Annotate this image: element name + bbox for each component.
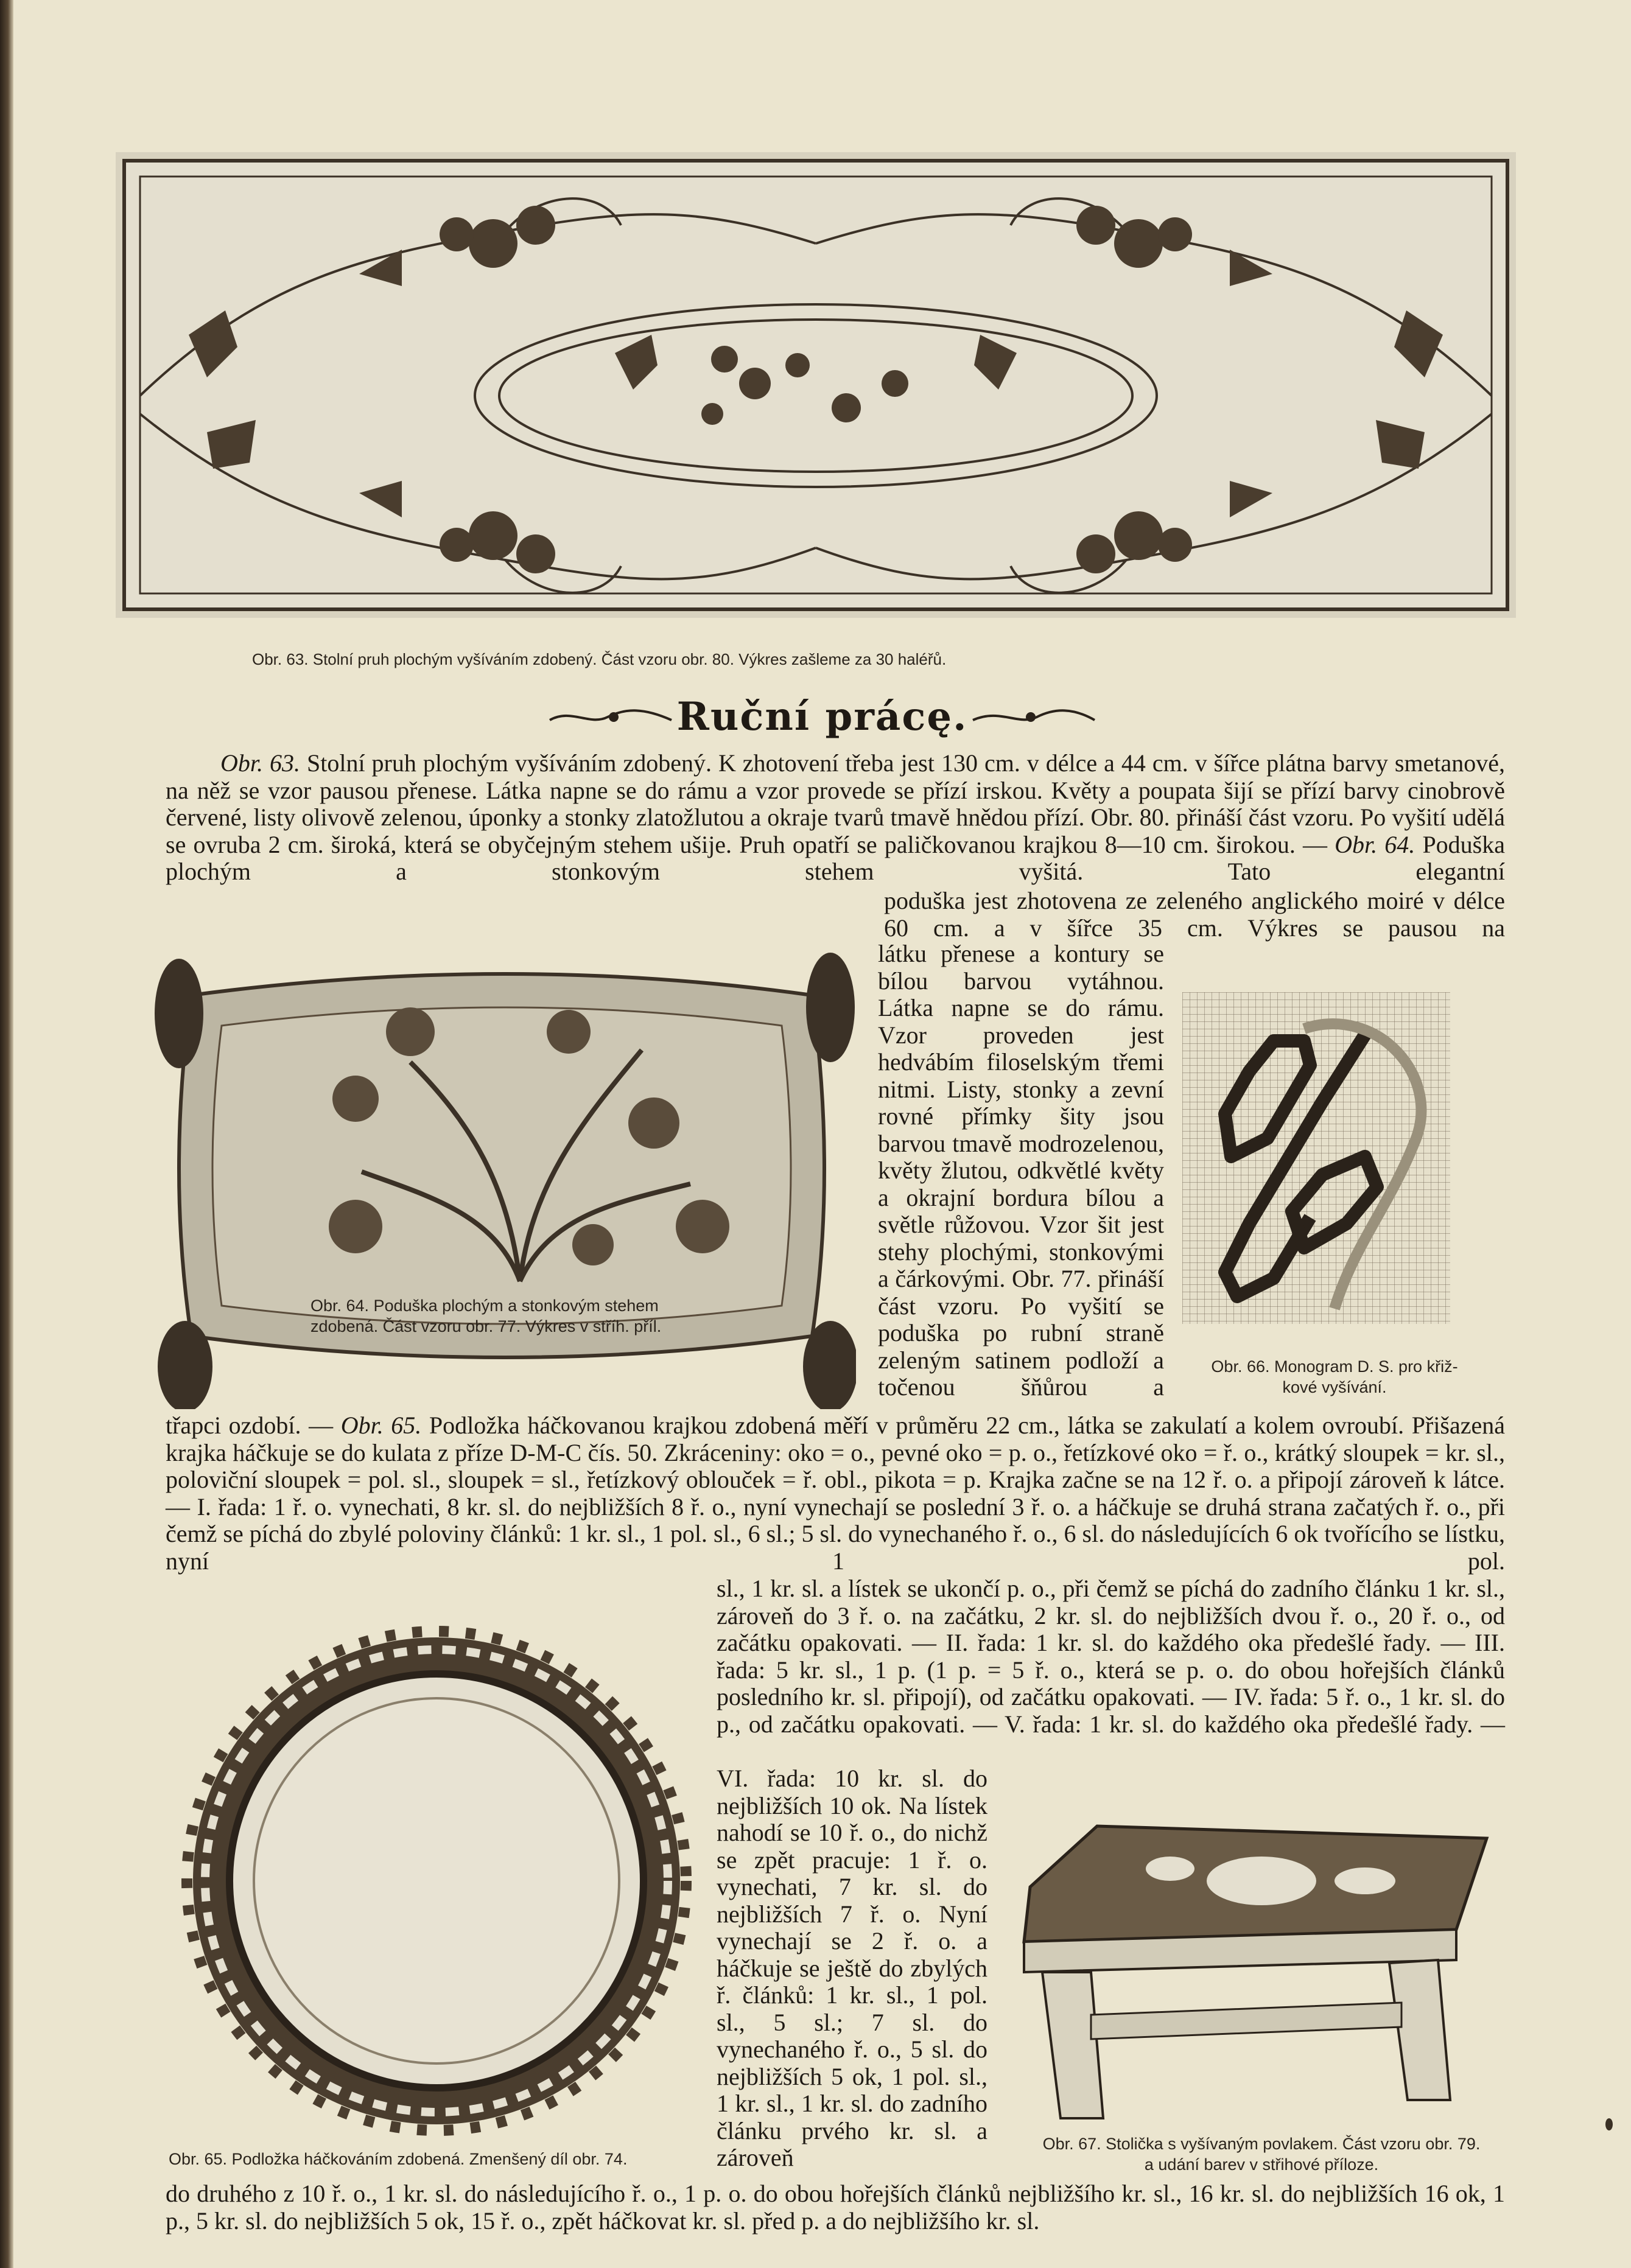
monogram-figure [1182,992,1450,1324]
paragraph-obr-64-full: poduška jest zhotovena ze zeleného anglického moiré v délce 60 cm. a v šířce 35 cm. Výkres se pausou na [884,887,1505,942]
magazine-page [13,0,1631,2268]
caption-obr-63: Obr. 63. Stolní pruh plochým vyšíváním zdobený. Část vzoru obr. 80. Výkres zašleme za 30 haléřů. [252,650,947,668]
book-spine-edge [0,0,13,2268]
paragraph-crochet-row-six: VI. řada: 10 kr. sl. do nejbližších 10 ok. Na lístek nahodí se 10 ř. o., do nichž se zpět pracuje: 1 ř. o. vynechati, 7 kr. sl. do nejbližších 7 ř. o. Nyní vynechají se 2 ř. o. a háčkuje se ještě do zbylých ř. článků: 1 kr. sl., 1 pol. sl., 5 sl.; 7 sl. do vynechaného ř. o., 5 sl. do nejbližších 5 ok, 1 pol. sl., 1 kr. sl., 1 kr. sl. do zadního článku prvého kr. sl. a zároveň [717,1765,987,2171]
caption-obr-67: Obr. 67. Stolička s vyšívaným povlakem. Část vzoru obr. 79. a udání barev v střihové příloze. [1042,2135,1481,2174]
table-runner-figure [116,152,1516,618]
page-speck [1605,2118,1613,2130]
caption-obr-65: Obr. 65. Podložka háčkováním zdobená. Zmenšený díl obr. 74. [169,2150,628,2168]
paragraph-obr-63 [166,750,1505,886]
stool-figure [987,1814,1505,2130]
paragraph-obr-65-start: třapci ozdobí. — [166,1412,334,1439]
doily-illustration [178,1622,695,2140]
pillow-figure [155,940,856,1409]
stool-illustration [987,1814,1505,2130]
caption-obr-66: Obr. 66. Monogram D. S. pro křiž- kové vyšívání. [1211,1357,1458,1396]
paragraph-obr-64-narrow: látku přenese a kontury se bílou barvou vytáhnou. Látka napne se do rámu. Vzor proveden jest hedvábím filoselským třemi nitmi. Listy, stonky a zevní rovné přímky šity jsou barvou tmavě modrozelenou, květy žlutou, odkvětlé květy a okrajní bordura bílou a světle růžovou. Vzor šit jest stehy plochými, stonkovými a čárkovými. Obr. 77. přináší část vzoru. Po vyšití se poduška po rubní straně zeleným satinem podloží a točenou šňůrou a [878,940,1164,1401]
figure-ref-64: Obr. 64. [1335,830,1415,858]
doily-figure [178,1622,695,2140]
monogram-grid-illustration [1182,992,1450,1324]
right-flourish-icon [970,702,1098,732]
left-flourish-icon [547,702,675,732]
caption-obr-64: Obr. 64. Poduška plochým a stonkovým stehem zdobená. Část vzoru obr. 77. Výkres v stříh. příl. [310,1297,662,1335]
paragraph-crochet-continuation: do druhého z 10 ř. o., 1 kr. sl. do následujícího ř. o., 1 p. o. do obou hořejších článků nejbližšího kr. sl., 16 kr. sl. do nejbližších 16 ok, 1 p., 5 kr. sl. do nejbližších 5 ok, 15 ř. o., zpět háčkovat kr. sl. před p. a do nejbližšího kr. sl. [166,2180,1505,2235]
paragraph-obr-64-start: Poduška plochým a stonkovým stehem vyšitá. Tato elegantní [166,830,1506,885]
paragraph-crochet-rows: sl., 1 kr. sl. a lístek se ukončí p. o., při čemž se píchá do zadního článku 1 kr. sl., zároveň do 3 ř. o. na začátku, 2 kr. sl. do nejbližších dvou ř. o., 20 ř. o., od začátku opakovati. — II. řada: 1 kr. sl. do každého oka předešlé řady. — III. řada: 5 kr. sl., 1 p. (1 p. = 5 ř. o., která se p. o. do obou hořejších článků posledního kr. sl. připojí), od začátku opakovati. — IV. řada: 5 ř. o., 1 kr. sl. do p., od začátku opakovati. — V. řada: 1 kr. sl. do každého oka předešlé řady. — [717,1575,1505,1738]
paragraph-obr-63-text: Stolní pruh plochým vyšíváním zdobený. K zhotovení třeba jest 130 cm. v délce a 44 cm. v šířce plátna barvy smetanové, na něž se vzor pausou přenese. Látka napne se do rámu a vzor provede se přízí irskou. Květy a poupata šijí se přízí barvy cinobrově červené, listy olivově zelenou, úponky a stonky zlatožlutou a okraje tvarů tmavě hnědou přízí. Obr. 80. přináší část vzoru. Po vyšití udělá se ovruba 2 cm. široká, která se obyčejným stehem ušije. Pruh opatří se paličkovanou krajkou 8—10 cm. širokou. — [166,749,1505,858]
figure-ref-63: Obr. 63. [220,749,300,777]
paragraph-obr-65-text: Podložka háčkovanou krajkou zdobená měří v průměru 22 cm., látka se zakulatí a kolem ovroubí. Přišazená krajka háčkuje se do kulata z příze D-M-C čís. 50. Zkráceniny: oko = o., pevné oko = p. o., řetízkové oko = ř. o., krátký sloupek = kr. sl., poloviční sloupek = pol. sl., sloupek = sl., řetízkový oblouček = ř. obl., pikota = p. Krajka začne se na 12 ř. o. a připojí zároveň k látce. — I. řada: 1 ř. o. vynechati, 8 kr. sl. do nejbližších 8 ř. o., nyní vynechají se poslední 3 ř. o. a háčkuje se druhá strana začatých ř. o., při čemž se píchá do zbylé poloviny článků: 1 kr. sl., 1 pol. sl., 6 sl.; 5 sl. do vynechaného ř. o., 6 sl. do následujících 6 ok tvořícího se lístku, nyní 1 pol. [166,1412,1506,1575]
figure-ref-65: Obr. 65. [340,1412,422,1439]
section-title: Ruční prácę. [676,694,968,740]
section-heading [13,694,1631,749]
pillow-illustration [155,940,856,1409]
table-runner-illustration [116,152,1516,618]
paragraph-obr-65 [166,1412,1505,1575]
